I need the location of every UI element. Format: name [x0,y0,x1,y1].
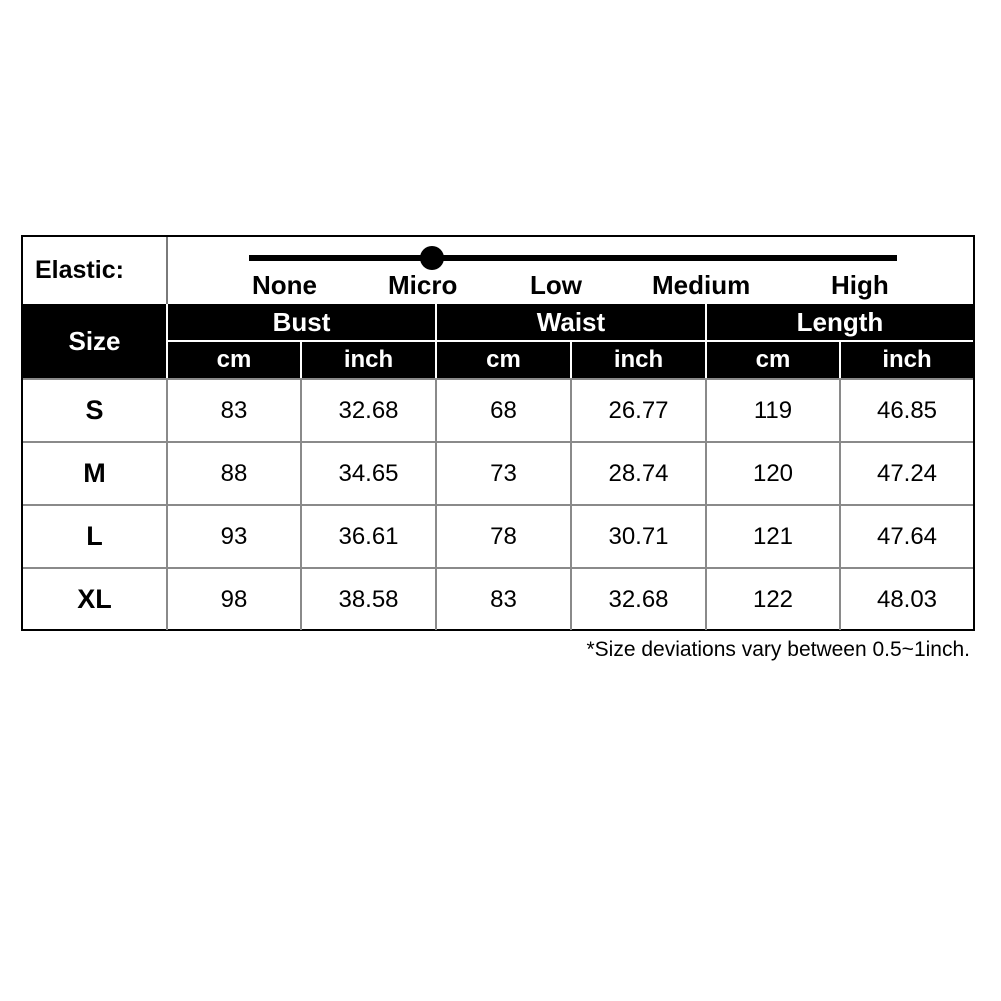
length-header: Length [796,306,884,337]
table-cell: 26.77 [608,396,669,424]
table-cell: 98 [220,585,248,613]
elastic-level-high: High [831,270,889,300]
table-cell: 30.71 [608,522,669,550]
elastic-level-low: Low [530,270,582,300]
elastic-level-medium: Medium [652,270,751,300]
unit-header: inch [613,346,664,373]
table-row [23,441,973,504]
unit-header: cm [486,346,521,373]
elastic-scale-line [249,255,897,261]
table-row [23,378,973,441]
table-cell: 28.74 [608,459,669,487]
table-header [23,304,973,378]
table-cell: 32.68 [338,396,399,424]
table-cell: 47.64 [876,522,938,550]
table-cell: 83 [220,396,248,424]
waist-header: Waist [536,306,606,337]
table-cell: 88 [220,459,248,487]
bust-header: Bust [272,306,331,337]
table-cell: 46.85 [876,396,938,424]
size-chart [21,235,975,631]
table-cell: 32.68 [608,585,669,613]
table-cell: 119 [753,396,793,424]
table-cell: 38.58 [338,585,399,613]
elastic-scale-marker [420,246,444,270]
table-cell: 78 [490,522,517,550]
elastic-level-none: None [252,270,317,300]
table-cell: 47.24 [876,459,938,487]
unit-header: inch [343,346,394,373]
size-deviation-note: *Size deviations vary between 0.5~1inch. [586,638,970,661]
size-cell: XL [77,584,112,614]
size-cell: M [83,458,106,488]
unit-header: cm [216,346,252,373]
table-row [23,567,973,630]
table-cell: 36.61 [338,522,399,550]
table-cell: 93 [220,522,248,550]
table-cell: 83 [490,585,517,613]
size-cell: S [85,395,104,425]
table-cell: 121 [752,522,794,550]
table-row [23,504,973,567]
elastic-level-micro: Micro [388,270,458,300]
table-cell: 48.03 [876,585,938,613]
table-cell: 120 [752,459,794,487]
divider [166,237,168,304]
size-cell: L [86,521,103,551]
unit-header: inch [882,346,932,373]
table-cell: 34.65 [338,459,399,487]
table-cell: 68 [490,396,517,424]
elastic-label: Elastic: [35,256,124,284]
table-cell: 73 [490,459,517,487]
unit-header: cm [755,346,791,373]
table-cell: 122 [752,585,794,613]
size-column-header: Size [68,325,121,356]
